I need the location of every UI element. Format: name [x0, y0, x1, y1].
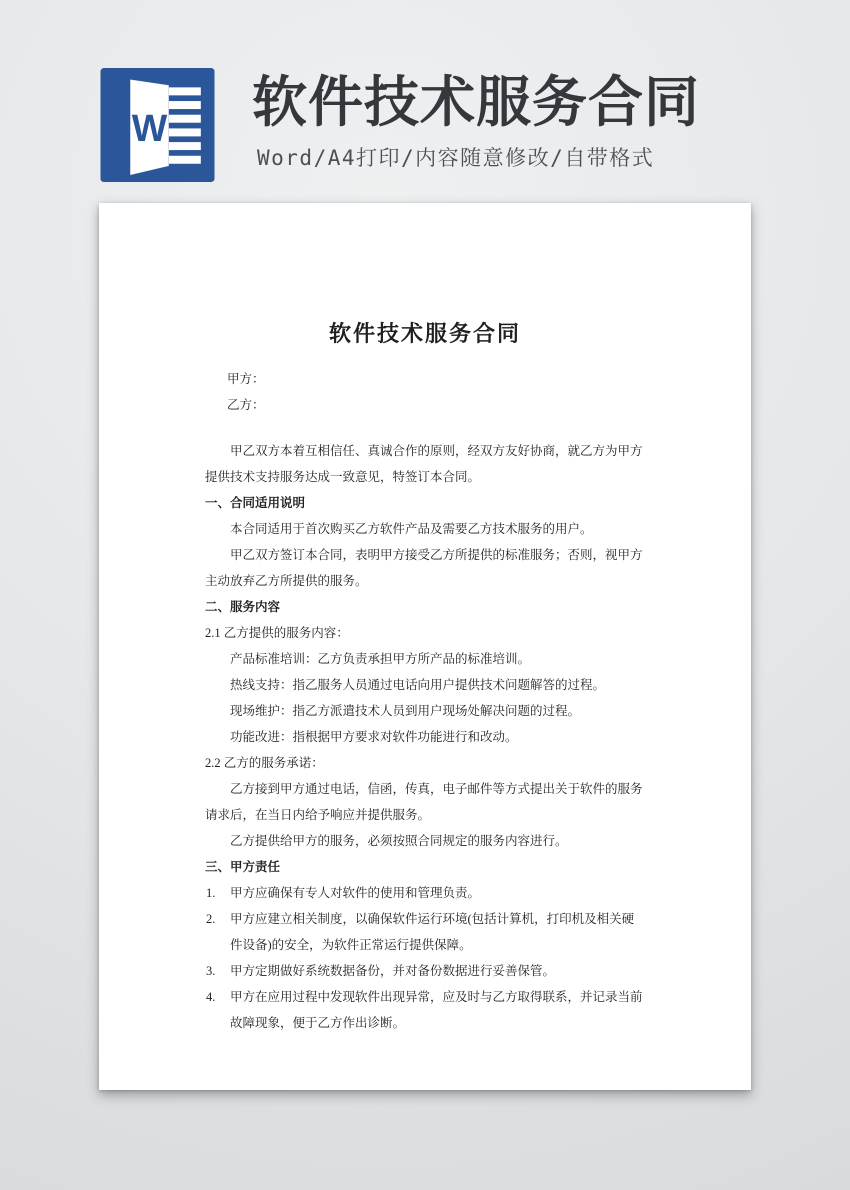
list-item — [205, 906, 645, 958]
clause-2-2: 2.2 乙方的服务承诺： — [205, 756, 324, 770]
banner — [100, 68, 700, 182]
party-b-line: 乙方： — [227, 398, 265, 412]
document-title: 软件技术服务合同 — [328, 321, 521, 346]
list-item-number: 4. — [206, 990, 216, 1004]
paragraph: 本合同适用于首次购买乙方软件产品及需要乙方技术服务的用户。 — [230, 522, 593, 536]
paragraph: 乙方提供给甲方的服务，必须按照合同规定的服务内容进行。 — [230, 834, 568, 848]
paragraph: 乙方接到甲方通过电话，信函，传真，电子邮件等方式提出关于软件的服务请求后，在当日内给予响应并提供服务。 — [205, 782, 643, 822]
document-page — [99, 203, 751, 1090]
paragraph-intro: 甲乙双方本着互相信任、真诚合作的原则，经双方友好协商，就乙方为甲方提供技术支持服务达成一致意见，特签订本合同。 — [205, 444, 643, 484]
paragraph: 甲乙双方签订本合同，表明甲方接受乙方所提供的标准服务；否则，视甲方主动放弃乙方所提供的服务。 — [205, 548, 643, 588]
banner-subtitle: Word/A4打印/内容随意修改/自带格式 — [257, 146, 655, 170]
list-item-number: 1. — [206, 886, 216, 900]
paragraph: 功能改进：指根据甲方要求对软件功能进行和改动。 — [230, 730, 518, 744]
document-body — [205, 366, 645, 1036]
list-item-text: 甲方在应用过程中发现软件出现异常，应及时与乙方取得联系，并记录当前故障现象，便于乙方作出诊断。 — [230, 990, 643, 1030]
list-item-text: 甲方定期做好系统数据备份，并对备份数据进行妥善保管。 — [230, 964, 556, 978]
word-icon — [100, 68, 215, 182]
list-item-text: 甲方应确保有专人对软件的使用和管理负责。 — [230, 886, 481, 900]
paragraph: 产品标准培训：乙方负责承担甲方所产品的标准培训。 — [230, 652, 531, 666]
section-heading-1: 一、合同适用说明 — [205, 496, 306, 510]
banner-text — [252, 68, 700, 172]
list-item-text: 甲方应建立相关制度，以确保软件运行环境(包括计算机，打印机及相关硬件设备)的安全，为软件正常运行提供保障。 — [230, 912, 635, 952]
clause-2-1: 2.1 乙方提供的服务内容： — [205, 626, 349, 640]
list-item — [205, 880, 645, 906]
paragraph: 热线支持：指乙服务人员通过电话向用户提供技术问题解答的过程。 — [230, 678, 606, 692]
word-icon-letter: W — [131, 106, 168, 149]
list-item — [205, 958, 645, 984]
list-item-number: 2. — [206, 912, 216, 926]
section-heading-3: 三、甲方责任 — [205, 860, 281, 874]
list-item — [205, 984, 645, 1036]
section-heading-2: 二、服务内容 — [205, 600, 281, 614]
paragraph: 现场维护：指乙方派遣技术人员到用户现场处解决问题的过程。 — [230, 704, 581, 718]
banner-title: 软件技术服务合同 — [252, 71, 701, 133]
party-a-line: 甲方： — [227, 372, 265, 386]
list-item-number: 3. — [206, 964, 216, 978]
